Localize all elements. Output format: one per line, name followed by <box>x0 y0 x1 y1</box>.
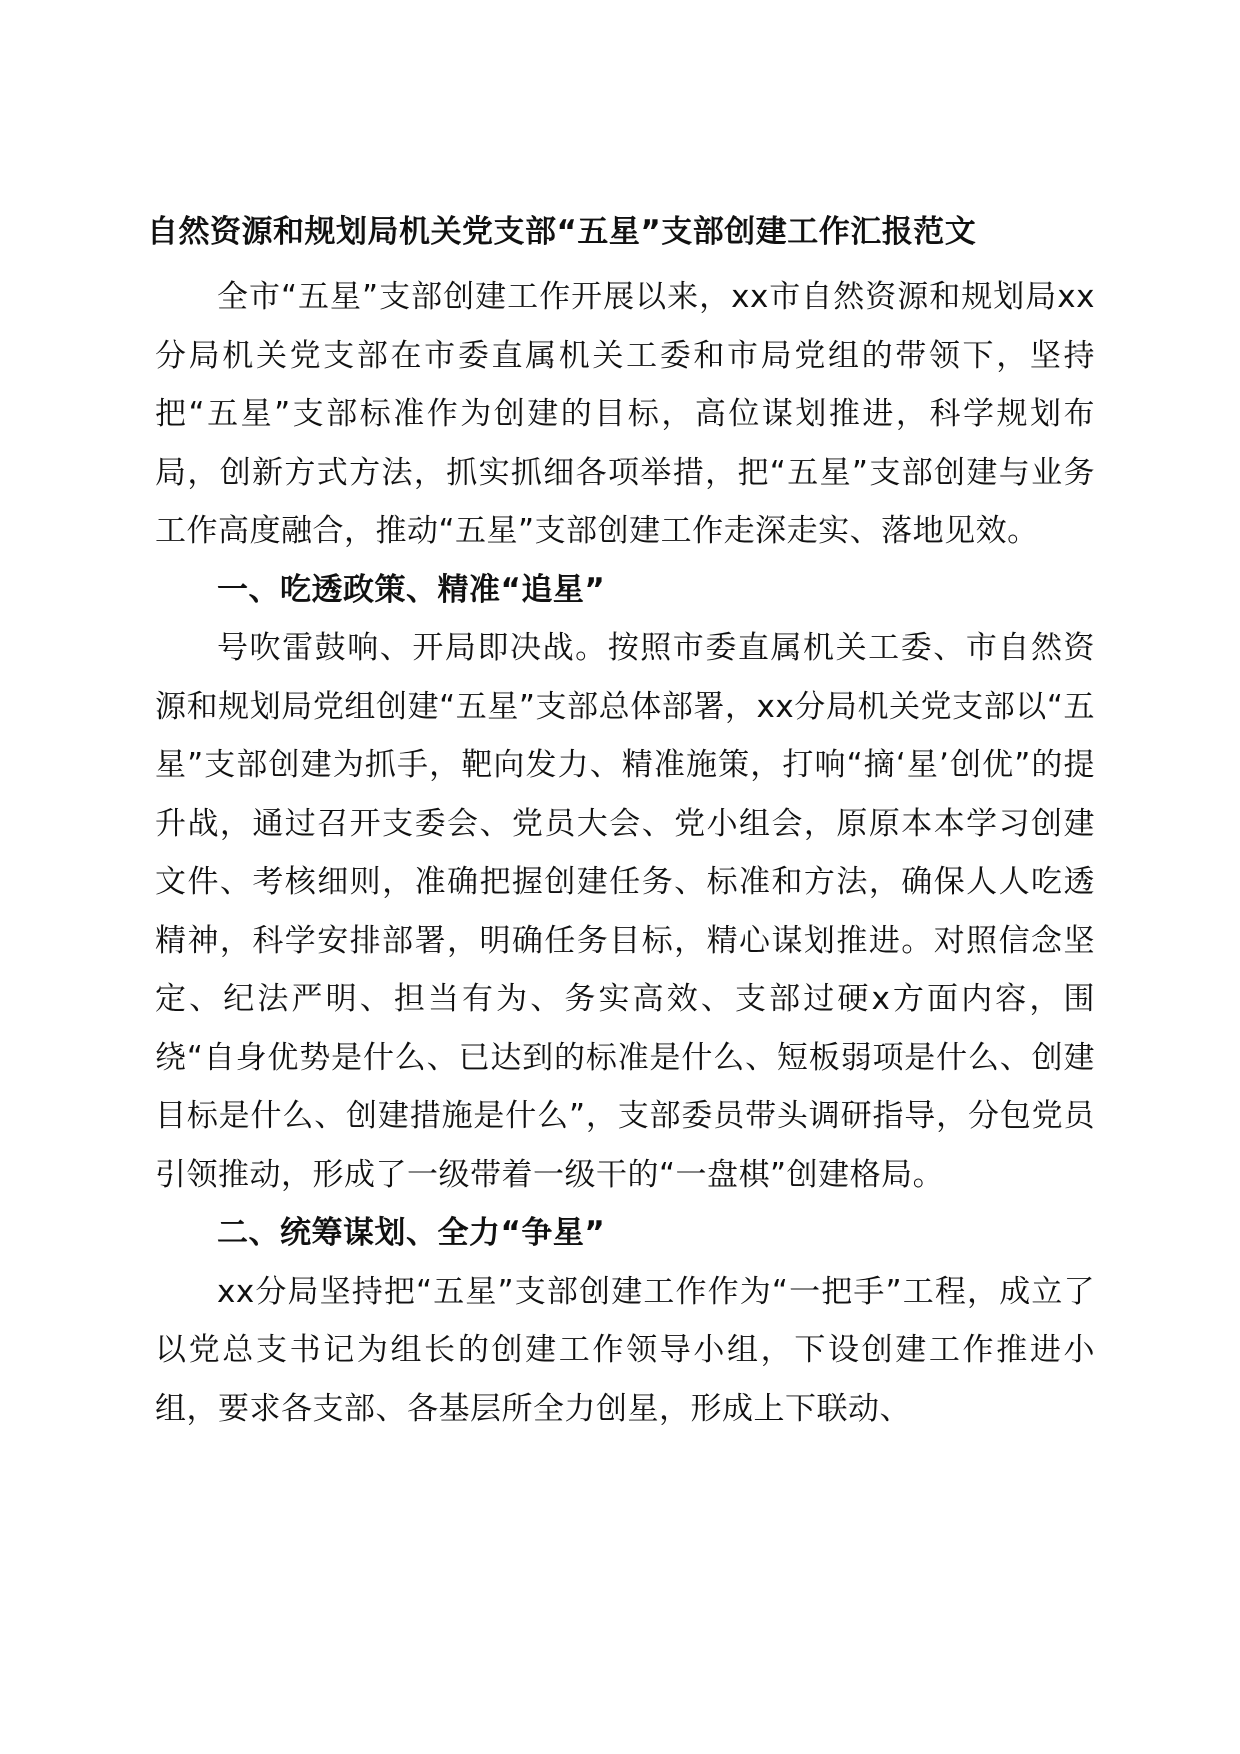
section-body-2: xx分局坚持把“五星”支部创建工作作为“一把手”工程，成立了以党总支书记为组长的创建工作领导小组，下设创建工作推进小组，要求各支部、各基层所全力创星，形成上下联动、 <box>155 1273 1095 1427</box>
document-title: 自然资源和规划局机关党支部“五星”支部创建工作汇报范文 <box>147 214 977 250</box>
section-heading-1: 一、吃透政策、精准“追星” <box>217 571 606 608</box>
section-body-1: 号吹雷鼓响、开局即决战。按照市委直属机关工委、市自然资源和规划局党组创建“五星”支部总体部署，xx分局机关党支部以“五星”支部创建为抓手，靶向发力、精准施策，打响“摘‘星’创优”的提升战，通过召开支委会、党员大会、党小组会，原原本本学习创建文件、考核细则，准确把握创建任务、标准和方法，确保人人吃透精神，科学安排部署，明确任务目标，精心谋划推进。对照信念坚定、纪法严明、担当有为、务实高效、支部过硬x方面内容，围绕“自身优势是什么、已达到的标准是什么、短板弱项是什么、创建目标是什么、创建措施是什么”，支部委员带头调研指导，分包党员引领推动，形成了一级带着一级干的“一盘棋”创建格局。 <box>155 630 1095 1193</box>
document-body <box>147 210 1095 1438</box>
section-heading-2: 二、统筹谋划、全力“争星” <box>217 1215 606 1251</box>
intro-paragraph: 全市“五星”支部创建工作开展以来，xx市自然资源和规划局xx分局机关党支部在市委直属机关工委和市局党组的带领下，坚持把“五星”支部标准作为创建的目标，高位谋划推进，科学规划布局，创新方式方法，抓实抓细各项举措，把“五星”支部创建与业务工作高度融合，推动“五星”支部创建工作走深走实、落地见效。 <box>155 279 1095 549</box>
